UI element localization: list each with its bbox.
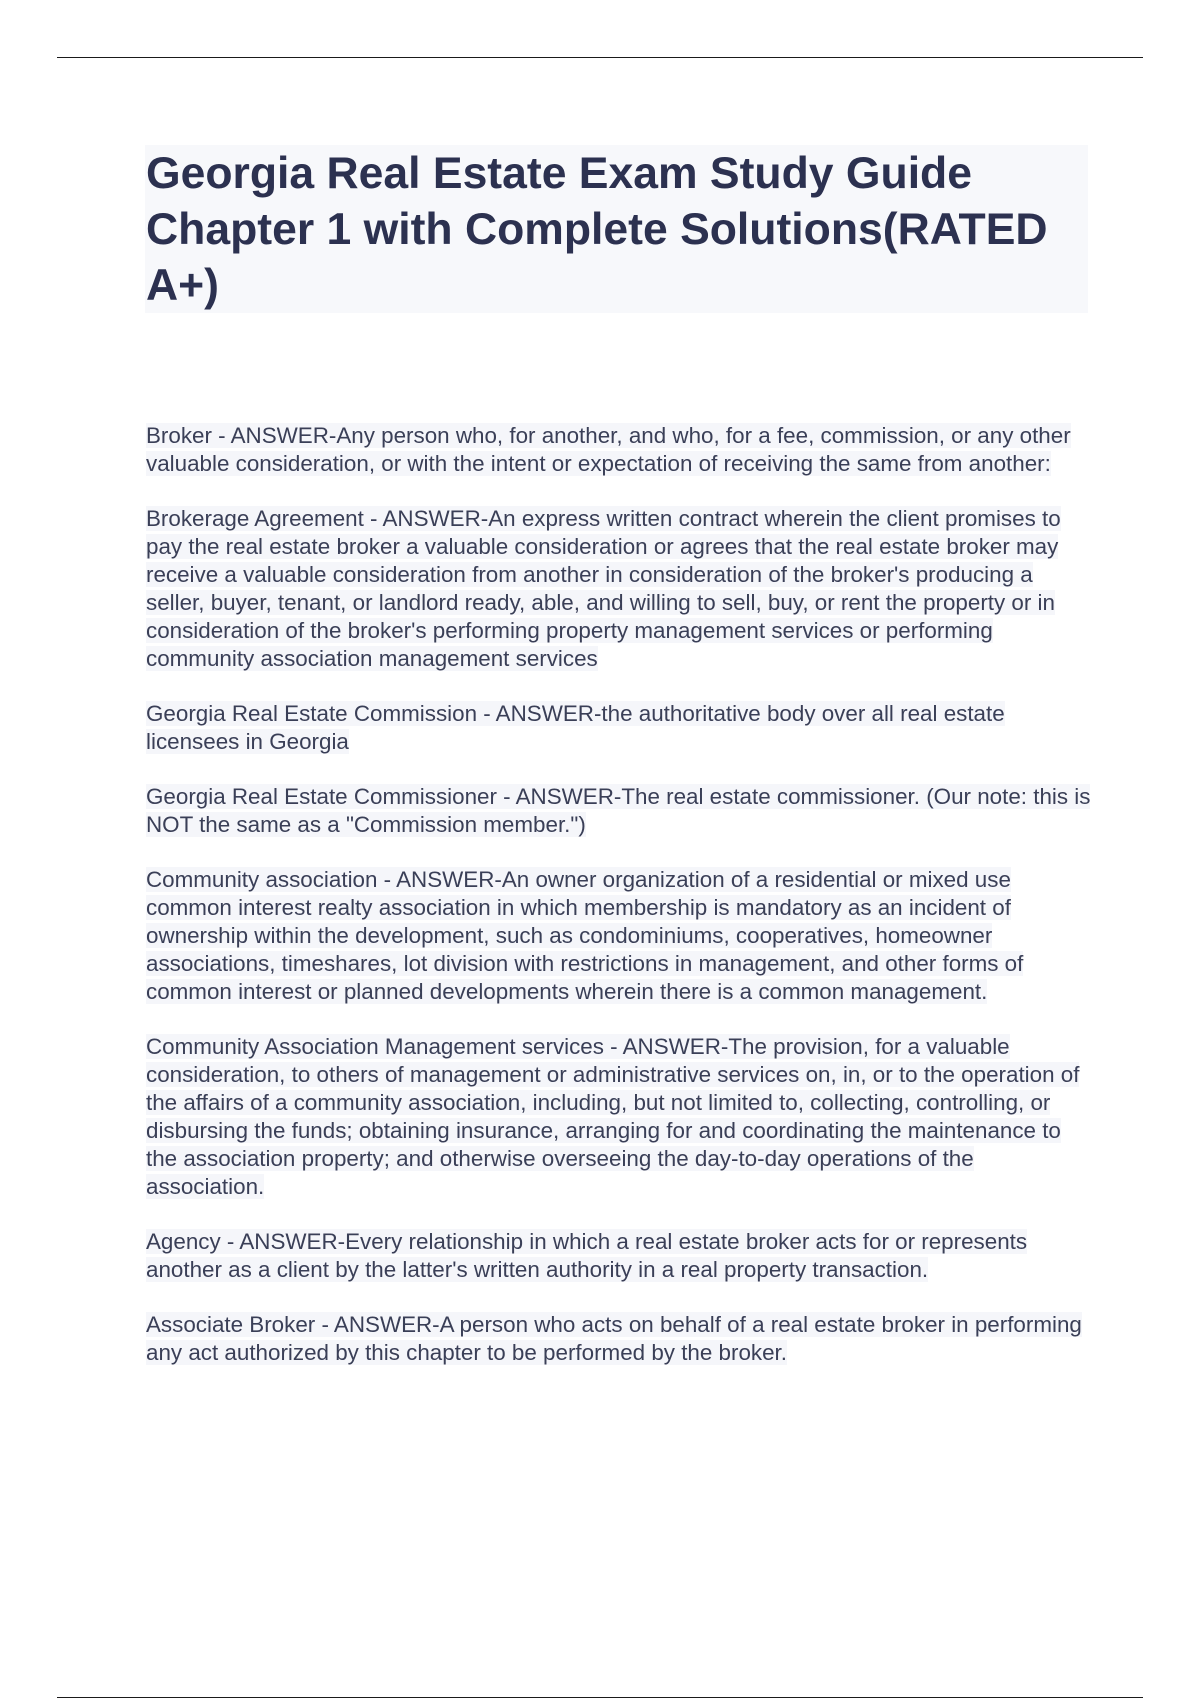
definition-text: Georgia Real Estate Commission - ANSWER-the authoritative body over all real estate licensees in Georgia [146, 701, 1005, 754]
definition-text: Georgia Real Estate Commissioner - ANSWER-The real estate commissioner. (Our note: this is NOT the same as a "Commission member.") [146, 784, 1091, 837]
definition-text: Associate Broker - ANSWER-A person who acts on behalf of a real estate broker in performing any act authorized by this chapter to be performed by the broker. [146, 1312, 1082, 1365]
definition-community-association [146, 866, 1096, 1006]
definition-text: Broker - ANSWER-Any person who, for another, and who, for a fee, commission, or any other valuable consideration, or with the intent or expectation of receiving the same from another: [146, 423, 1071, 476]
definition-text: Agency - ANSWER-Every relationship in which a real estate broker acts for or represents another as a client by the latter's written authority in a real property transaction. [146, 1229, 1028, 1282]
definition-broker [146, 422, 1096, 478]
definition-community-association-management-services [146, 1033, 1096, 1201]
definition-text: Community association - ANSWER-An owner organization of a residential or mixed use common interest realty association in which membership is mandatory as an incident of ownership within the development, such as condominiums, cooperatives, homeowner associations, timeshares, lot division with restrictions in management, and other forms of common interest or planned developments wherein there is a common management. [146, 867, 1024, 1004]
definition-text: Brokerage Agreement - ANSWER-An express written contract wherein the client promises to pay the real estate broker a valuable consideration or agrees that the real estate broker may receive a valuable consideration from another in consideration of the broker's producing a seller, buyer, tenant, or landlord ready, able, and willing to sell, buy, or rent the property or in consideration of the broker's performing property management services or performing community association management services [146, 506, 1061, 671]
definition-associate-broker [146, 1311, 1096, 1367]
document-title: Georgia Real Estate Exam Study Guide Chapter 1 with Complete Solutions(RATED A+) [146, 149, 1048, 310]
definition-agency [146, 1228, 1096, 1284]
definition-georgia-real-estate-commission [146, 700, 1096, 756]
definition-georgia-real-estate-commissioner [146, 783, 1096, 839]
definition-text: Community Association Management services - ANSWER-The provision, for a valuable consideration, to others of management or administrative services on, in, or to the operation of the affairs of a community association, including, but not limited to, collecting, controlling, or disbursing the funds; obtaining insurance, arranging for and coordinating the maintenance to the association property; and otherwise overseeing the day-to-day operations of the association. [146, 1034, 1080, 1199]
definition-list [146, 422, 1096, 1394]
top-divider [57, 57, 1143, 58]
definition-brokerage-agreement [146, 505, 1096, 673]
bottom-divider [57, 1697, 1143, 1698]
